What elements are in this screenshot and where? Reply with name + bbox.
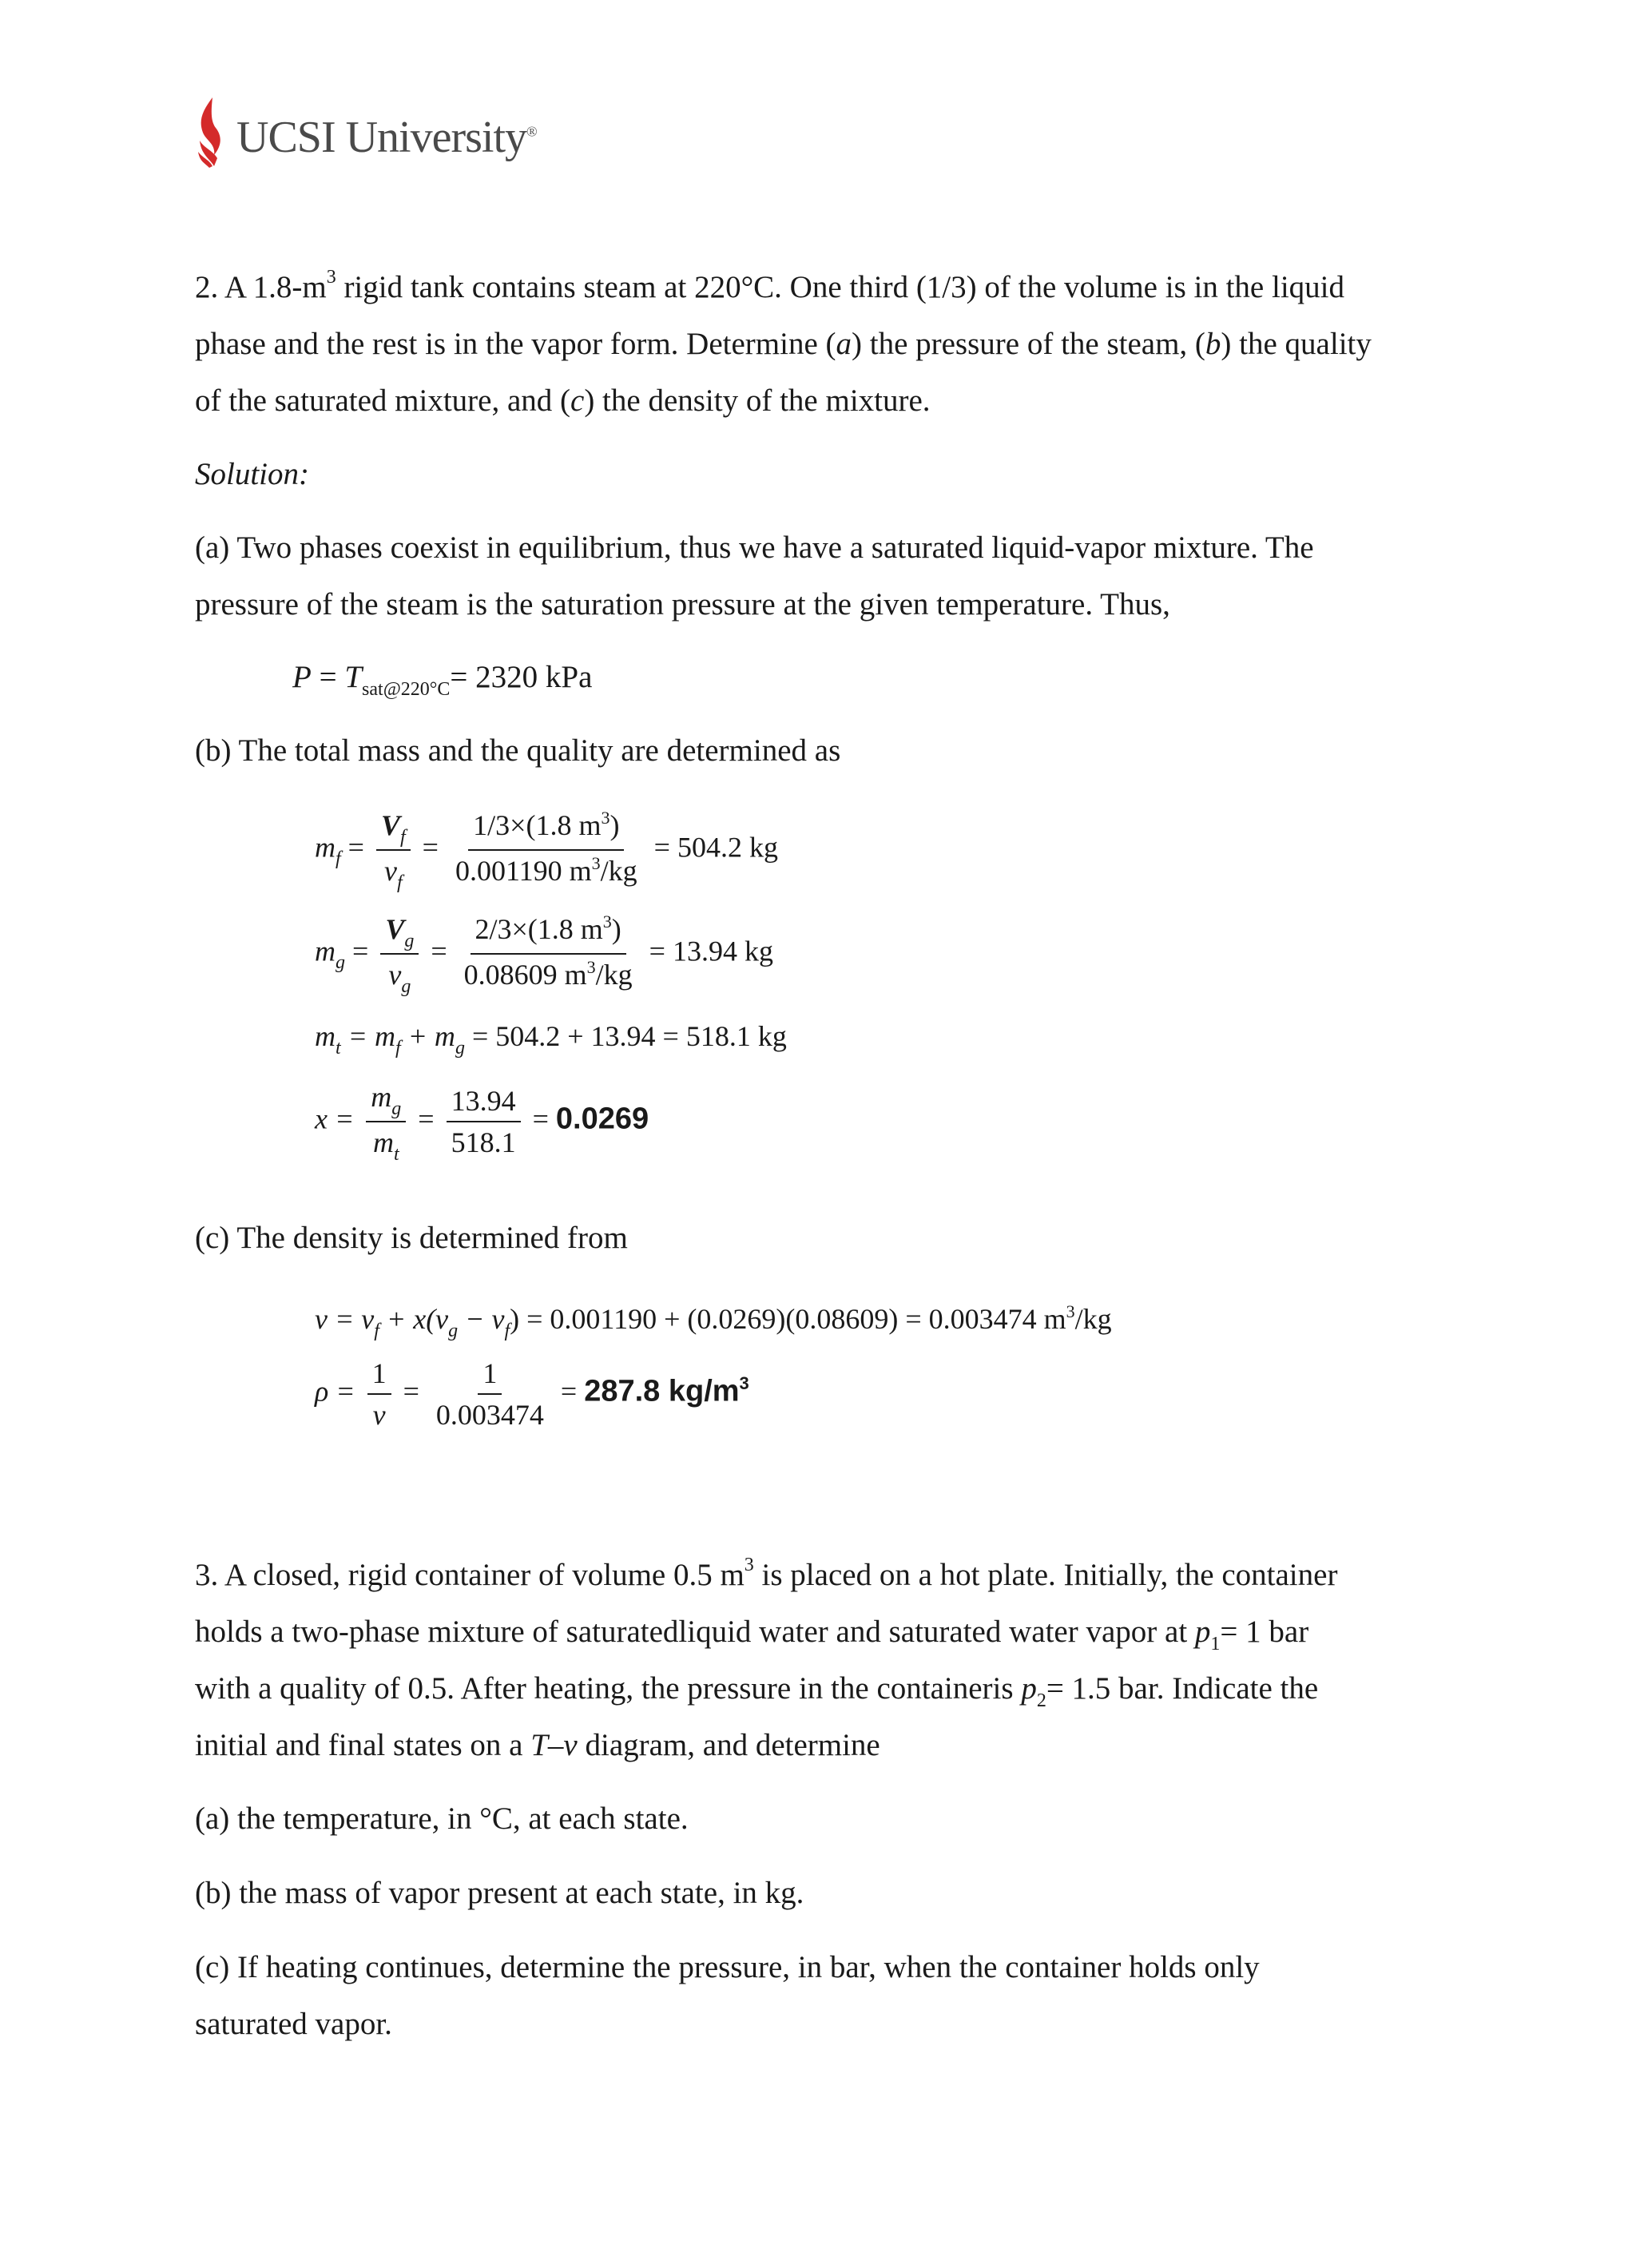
solution-label: Solution: bbox=[195, 457, 309, 491]
problem3-line2: holds a two-phase mixture of saturatedliquid water and saturated water vapor at $p_1= 1$ bar bbox=[195, 1615, 1309, 1654]
registered-mark: ® bbox=[526, 123, 537, 140]
part-a-line1: (a) Two phases coexist in equilibrium, thus we have a saturated liquid-vapor mixture. The bbox=[195, 530, 1314, 565]
university-logo-text: UCSI University® bbox=[236, 113, 537, 162]
ucsi-flame-logo-icon bbox=[195, 96, 232, 169]
part-b-intro: (b) The total mass and the quality are determined as bbox=[195, 733, 841, 768]
mf-equation: $m_f$ = $\frac{V_f}{v_f}$ = $\frac{1/3\times(1.8 m^3)}{0.001190 m^3/kg}$ = 504.2 kg bbox=[315, 808, 778, 893]
specific-volume-equation: $v = v_f + x(v_g - v_f) = 0.001190 + (0.0269)(0.08609) = 0.003474$ $m^3/kg$ bbox=[315, 1301, 1112, 1341]
problem3-line1: 3. A closed, rigid container of volume 0.5 $m^3$ is placed on a hot plate. Initially, the container bbox=[195, 1555, 1338, 1592]
problem3-item-c-line2: saturated vapor. bbox=[195, 2007, 392, 2041]
density-equation: ρ = $\frac{1}{v}$ = $\frac{1}{0.003474}$ = 287.8 $kg/m^3$ bbox=[315, 1355, 749, 1433]
problem3-item-a: (a) the temperature, in °C, at each state. bbox=[195, 1801, 689, 1836]
part-c-intro: (c) The density is determined from bbox=[195, 1221, 628, 1255]
problem2-line3: of the saturated mixture, and (c) the density of the mixture. bbox=[195, 383, 931, 418]
mg-equation: $m_g$ = $\frac{V_g}{v_g}$ = $\frac{2/3\times(1.8 m^3)}{0.08609 m^3/kg}$ = 13.94 kg bbox=[315, 912, 773, 997]
problem2-line2: phase and the rest is in the vapor form. Determine (a) the pressure of the steam, (b) the quality bbox=[195, 327, 1372, 361]
part-a-line2: pressure of the steam is the saturation pressure at the given temperature. Thus, bbox=[195, 587, 1170, 622]
pressure-equation: $P = T_{sat@220^\circ C}= 2320$ kPa bbox=[292, 660, 593, 700]
problem3-line3: with a quality of 0.5. After heating, the pressure in the containeris $p_2= 1.5$ bar. Indicate the bbox=[195, 1671, 1319, 1711]
mt-equation: $m_t = m_f + m_g = 504.2 + 13.94 = 518.1$ kg bbox=[315, 1020, 787, 1059]
quality-equation: x = $\frac{m_g}{m_t}$ = $\frac{13.94}{518.1}$ = 0.0269 bbox=[315, 1078, 649, 1165]
problem2-line1: 2. A $1.8-m^3$ rigid tank contains steam at 220°C. One third (1/3) of the volume is in the liquid bbox=[195, 267, 1344, 304]
problem3-item-b: (b) the mass of vapor present at each state, in kg. bbox=[195, 1876, 804, 1910]
problem3-line4: initial and final states on a T–v diagram, and determine bbox=[195, 1728, 880, 1762]
problem3-item-c-line1: (c) If heating continues, determine the pressure, in bar, when the container holds only bbox=[195, 1950, 1260, 1984]
